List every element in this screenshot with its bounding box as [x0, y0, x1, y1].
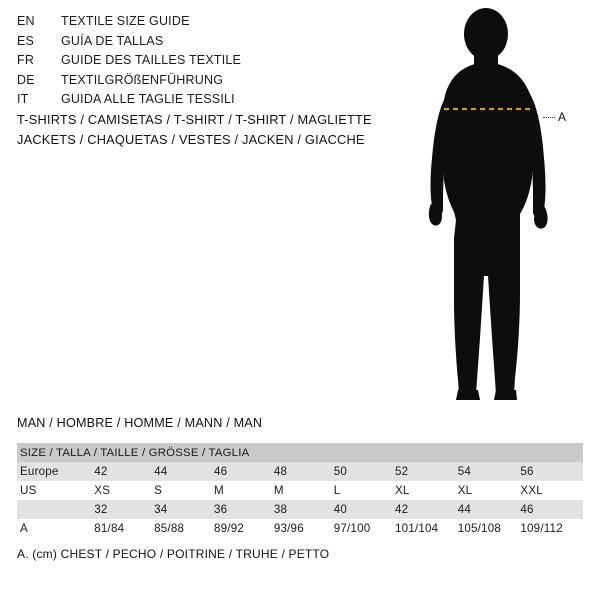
- language-text: TEXTILE SIZE GUIDE: [61, 14, 190, 28]
- table-cell: 97/100: [334, 519, 395, 538]
- language-row: [17, 92, 397, 112]
- table-cell: XL: [395, 481, 458, 500]
- table-cell: 81/84: [94, 519, 154, 538]
- language-row: [17, 34, 397, 54]
- language-row: [17, 14, 397, 34]
- table-cell: 101/104: [395, 519, 458, 538]
- category-line-tshirts: T-SHIRTS / CAMISETAS / T-SHIRT / T-SHIRT / MAGLIETTE: [17, 112, 372, 127]
- language-list: [17, 14, 397, 112]
- table-cell: 93/96: [274, 519, 334, 538]
- footnote: A. (cm) CHEST / PECHO / POITRINE / TRUHE / PETTO: [17, 547, 330, 561]
- row-label: Europe: [17, 462, 94, 481]
- table-cell: 44: [154, 462, 214, 481]
- language-code: EN: [17, 14, 35, 28]
- table-row: [17, 500, 583, 519]
- table-cell: 109/112: [520, 519, 583, 538]
- language-text: GUÍA DE TALLAS: [61, 33, 164, 48]
- table-header-row: [17, 443, 583, 462]
- table-cell: 89/92: [214, 519, 274, 538]
- category-list: [17, 110, 417, 150]
- table-row: [17, 481, 583, 500]
- row-label: A: [17, 519, 94, 538]
- table-cell: 46: [520, 500, 583, 519]
- table-header-label: SIZE / TALLA / TAILLE / GRÖSSE / TAGLIA: [17, 443, 583, 462]
- table-cell: 46: [214, 462, 274, 481]
- table-row: [17, 462, 583, 481]
- row-label: [17, 500, 94, 519]
- silhouette-icon: [410, 8, 590, 408]
- language-row: [17, 73, 397, 93]
- language-row: [17, 53, 397, 73]
- table-cell: 32: [94, 500, 154, 519]
- category-line-jackets: JACKETS / CHAQUETAS / VESTES / JACKEN / GIACCHE: [17, 132, 365, 147]
- man-silhouette-figure: [410, 8, 590, 408]
- table-cell: 40: [334, 500, 395, 519]
- table-cell: 105/108: [458, 519, 521, 538]
- table-cell: 34: [154, 500, 214, 519]
- size-table: [17, 443, 583, 538]
- table-cell: XXL: [520, 481, 583, 500]
- language-text: TEXTILGRÖßENFÜHRUNG: [61, 72, 224, 87]
- table-cell: 48: [274, 462, 334, 481]
- table-cell: L: [334, 481, 395, 500]
- language-code: DE: [17, 72, 35, 87]
- table-title: MAN / HOMBRE / HOMME / MANN / MAN: [17, 416, 263, 430]
- measure-label-a: A: [558, 110, 567, 124]
- table-cell: 52: [395, 462, 458, 481]
- table-cell: XL: [458, 481, 521, 500]
- table-cell: 85/88: [154, 519, 214, 538]
- table-cell: 44: [458, 500, 521, 519]
- language-code: FR: [17, 53, 35, 67]
- table-cell: S: [154, 481, 214, 500]
- table-cell: 56: [520, 462, 583, 481]
- table-cell: 50: [334, 462, 395, 481]
- table-cell: 38: [274, 500, 334, 519]
- language-code: ES: [17, 33, 35, 48]
- table-cell: M: [214, 481, 274, 500]
- measure-leader-line: [543, 117, 555, 118]
- language-code: IT: [17, 92, 29, 106]
- row-label: US: [17, 481, 94, 500]
- table-cell: 42: [395, 500, 458, 519]
- table-cell: 42: [94, 462, 154, 481]
- table-cell: XS: [94, 481, 154, 500]
- table-cell: 36: [214, 500, 274, 519]
- language-text: GUIDA ALLE TAGLIE TESSILI: [61, 92, 235, 106]
- table-row: [17, 519, 583, 538]
- language-text: GUIDE DES TAILLES TEXTILE: [61, 53, 242, 67]
- table-cell: M: [274, 481, 334, 500]
- table-cell: 54: [458, 462, 521, 481]
